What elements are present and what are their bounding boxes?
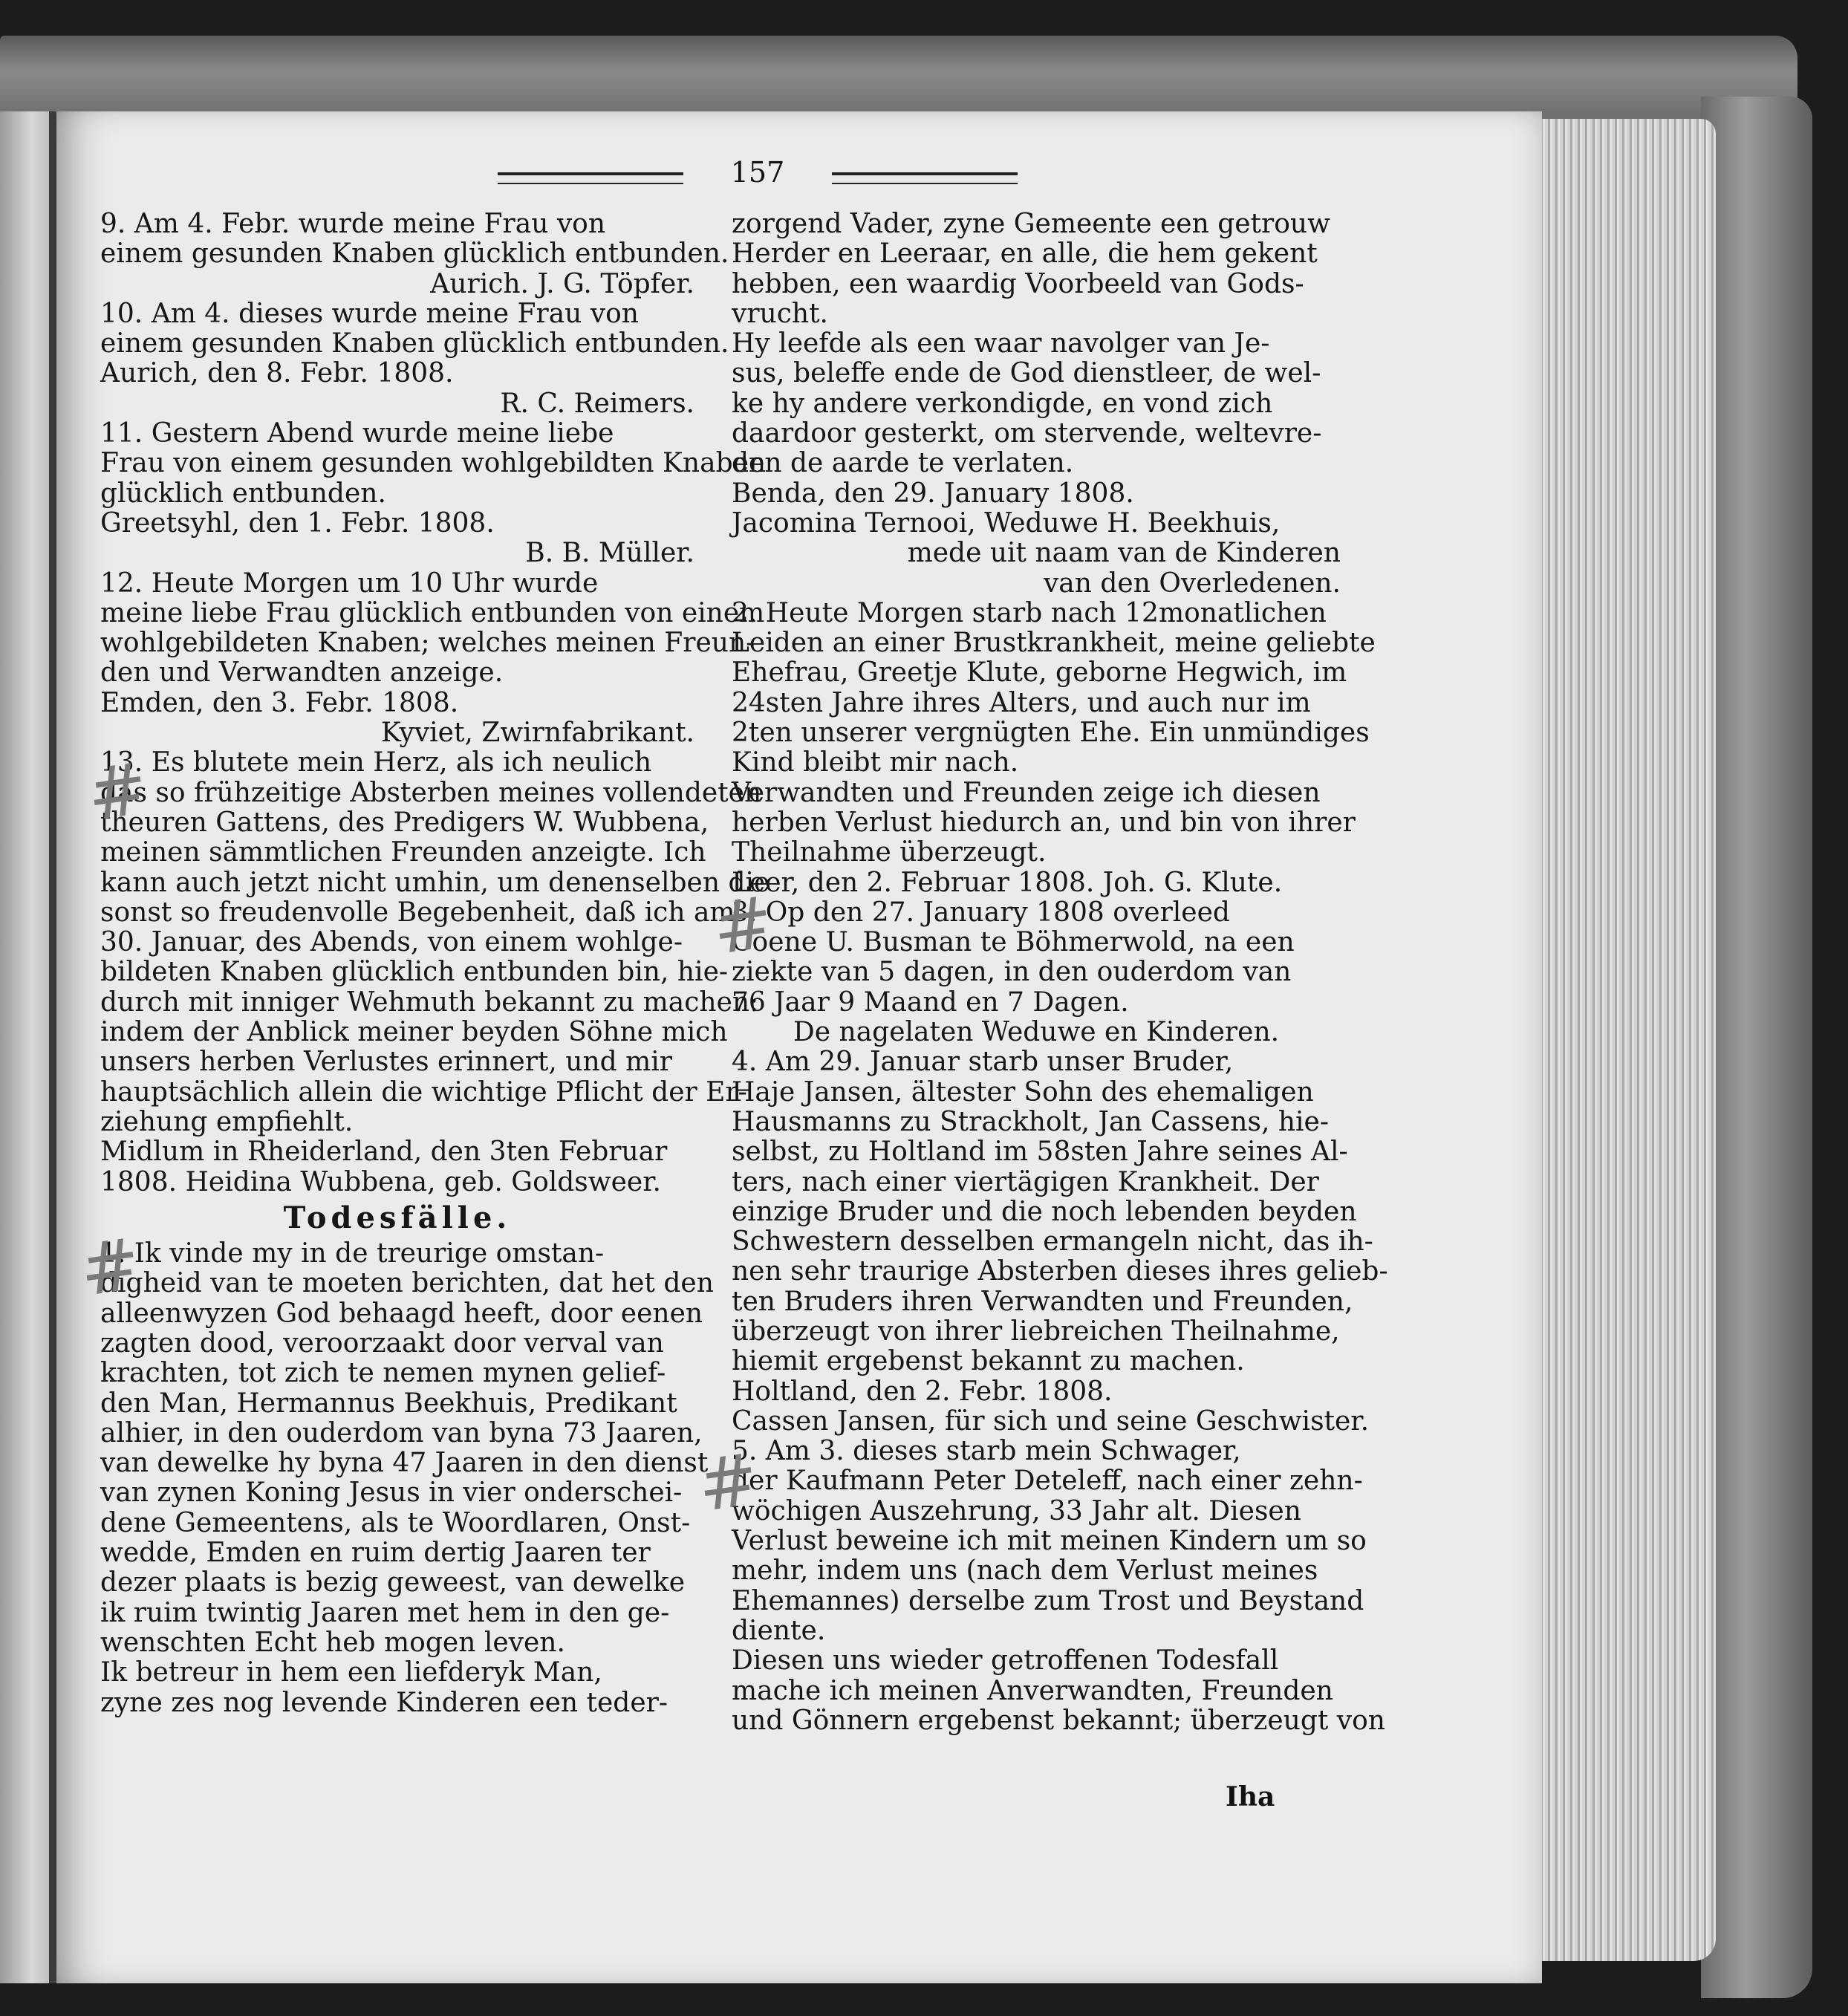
text-line: sus, beleffe ende de God dienstleer, de wel- bbox=[732, 358, 1321, 389]
page-number: 157 bbox=[730, 156, 785, 189]
text-line: der Kaufmann Peter Deteleff, nach einer zehn- bbox=[732, 1466, 1363, 1497]
text-line: Theilnahme überzeugt. bbox=[732, 837, 1047, 868]
text-line: wöchigen Auszehrung, 33 Jahr alt. Diesen bbox=[732, 1495, 1301, 1526]
text-line: den de aarde te verlaten. bbox=[732, 448, 1074, 479]
text-line: durch mit inniger Wehmuth bekannt zu machen: bbox=[100, 986, 759, 1018]
text-line: indem der Anblick meiner beyden Söhne mich bbox=[100, 1017, 728, 1048]
text-line: daardoor gesterkt, om stervende, weltevre- bbox=[732, 418, 1322, 449]
text-line: Coene U. Busman te Böhmerwold, na een bbox=[732, 927, 1295, 958]
text-line: Greetsyhl, den 1. Febr. 1808. bbox=[100, 507, 495, 539]
catchword: Iha bbox=[1226, 1781, 1275, 1812]
text-line: ten Bruders ihren Verwandten und Freunden, bbox=[732, 1286, 1353, 1317]
book-cover-right bbox=[1701, 97, 1812, 1998]
text-line: einem gesunden Knaben glücklich entbunden. bbox=[100, 328, 729, 360]
pencil-hash-mark: # bbox=[707, 879, 778, 972]
text-line: Kind bleibt mir nach. bbox=[732, 747, 1019, 778]
text-line: 2. Heute Morgen starb nach 12monatlichen bbox=[732, 597, 1327, 628]
text-line: Hy leefde als een waar navolger van Je- bbox=[732, 328, 1270, 360]
text-line: einzige Bruder und die noch lebenden beyden bbox=[732, 1196, 1357, 1227]
text-line: 4. Am 29. Januar starb unser Bruder, bbox=[732, 1047, 1234, 1078]
text-line: Hausmanns zu Strackholt, Jan Cassens, hie- bbox=[732, 1106, 1330, 1137]
text-line: Frau von einem gesunden wohlgebildten Knaben bbox=[100, 448, 767, 479]
text-line: glücklich entbunden. bbox=[100, 478, 386, 509]
text-line: B. B. Müller. bbox=[525, 538, 694, 569]
text-line: dene Gemeentens, als te Woordlaren, Onst- bbox=[100, 1507, 691, 1538]
text-line: 1808. Heidina Wubbena, geb. Goldsweer. bbox=[100, 1166, 661, 1197]
text-line: Holtland, den 2. Febr. 1808. bbox=[732, 1376, 1113, 1407]
text-line: Ehefrau, Greetje Klute, geborne Hegwich, im bbox=[732, 657, 1347, 689]
text-line: mehr, indem uns (nach dem Verlust meines bbox=[732, 1555, 1318, 1587]
text-line: Diesen uns wieder getroffenen Todesfall bbox=[732, 1645, 1279, 1677]
text-line: den und Verwandten anzeige. bbox=[100, 657, 504, 689]
text-line: ziehung empfiehlt. bbox=[100, 1106, 354, 1137]
text-line: Aurich, den 8. Febr. 1808. bbox=[100, 358, 454, 389]
text-line: Leiden an einer Brustkrankheit, meine geliebte bbox=[732, 628, 1376, 659]
text-line: 10. Am 4. dieses wurde meine Frau von bbox=[100, 298, 639, 329]
text-line: Ik betreur in hem een liefderyk Man, bbox=[100, 1657, 602, 1688]
text-line: theuren Gattens, des Predigers W. Wubbena, bbox=[100, 807, 709, 838]
text-line: nen sehr traurige Absterben dieses ihres gelieb- bbox=[732, 1256, 1388, 1287]
text-line: 3. Op den 27. January 1808 overleed bbox=[732, 897, 1230, 928]
text-line: überzeugt von ihrer liebreichen Theilnahme, bbox=[732, 1316, 1340, 1347]
text-line: Verlust beweine ich mit meinen Kindern um so bbox=[732, 1526, 1367, 1557]
text-line: vrucht. bbox=[732, 298, 828, 329]
text-line: van dewelke hy byna 47 Jaaren in den dienst bbox=[100, 1448, 709, 1479]
text-line: meine liebe Frau glücklich entbunden von einem bbox=[100, 597, 765, 628]
text-line: zorgend Vader, zyne Gemeente een getrouw bbox=[732, 209, 1330, 239]
text-line: einem gesunden Knaben glücklich entbunden. bbox=[100, 238, 729, 270]
text-line: Kyviet, Zwirnfabrikant. bbox=[380, 718, 694, 749]
text-line: meinen sämmtlichen Freunden anzeigte. Ich bbox=[100, 837, 706, 868]
right-text-column bbox=[732, 209, 1388, 1736]
text-line: 76 Jaar 9 Maand en 7 Dagen. bbox=[732, 986, 1129, 1018]
text-line: 24sten Jahre ihres Alters, und auch nur im bbox=[732, 687, 1311, 718]
text-line: zyne zes nog levende Kinderen een teder- bbox=[100, 1687, 668, 1718]
text-line: sonst so freudenvolle Begebenheit, daß ich am bbox=[100, 897, 735, 928]
text-line: Leer, den 2. Februar 1808. Joh. G. Klute. bbox=[732, 867, 1283, 898]
text-line: und Gönnern ergebenst bekannt; überzeugt von bbox=[732, 1705, 1385, 1736]
text-line: Verwandten und Freunden zeige ich diesen bbox=[732, 777, 1321, 808]
facing-page-edge bbox=[0, 111, 53, 1983]
text-line: 2ten unserer vergnügten Ehe. Ein unmündiges bbox=[732, 718, 1370, 749]
text-line: Aurich. J. G. Töpfer. bbox=[430, 268, 694, 299]
text-line: Cassen Jansen, für sich und seine Geschwister. bbox=[732, 1405, 1370, 1437]
page-header bbox=[498, 156, 1018, 193]
text-line: wenschten Echt heb mogen leven. bbox=[100, 1627, 565, 1658]
left-text-column bbox=[100, 209, 770, 1718]
pencil-hash-mark: # bbox=[82, 746, 153, 838]
text-line: ziekte van 5 dagen, in den ouderdom van bbox=[732, 957, 1292, 988]
text-line: kann auch jetzt nicht umhin, um denenselben die bbox=[100, 867, 770, 898]
text-line: diente. bbox=[732, 1615, 826, 1646]
text-line: krachten, tot zich te nemen mynen gelief- bbox=[100, 1358, 666, 1389]
text-line: das so frühzeitige Absterben meines vollendeten bbox=[100, 777, 762, 808]
text-line: ke hy andere verkondigde, en vond zich bbox=[732, 388, 1273, 419]
header-rule-left bbox=[498, 172, 683, 184]
text-line: dezer plaats is bezig geweest, van dewelke bbox=[100, 1567, 686, 1599]
text-line: Herder en Leeraar, en alle, die hem gekent bbox=[732, 238, 1318, 270]
text-line: R. C. Reimers. bbox=[500, 388, 694, 419]
text-line: herben Verlust hiedurch an, und bin von ihrer bbox=[732, 807, 1356, 838]
pencil-hash-mark: # bbox=[692, 1437, 764, 1529]
text-line: Jacomina Ternooi, Weduwe H. Beekhuis, bbox=[732, 507, 1281, 539]
text-line: ik ruim twintig Jaaren met hem in den ge- bbox=[100, 1597, 670, 1628]
text-line: De nagelaten Weduwe en Kinderen. bbox=[793, 1017, 1280, 1048]
text-line: van zynen Koning Jesus in vier onderschei- bbox=[100, 1477, 683, 1509]
pencil-hash-mark: # bbox=[74, 1221, 146, 1313]
text-line: ters, nach einer viertägigen Krankheit. Der bbox=[732, 1166, 1319, 1197]
text-line: mede uit naam van de Kinderen bbox=[907, 538, 1341, 569]
text-line: bildeten Knaben glücklich entbunden bin, hie- bbox=[100, 957, 729, 988]
text-line: hiemit ergebenst bekannt zu machen. bbox=[732, 1346, 1245, 1377]
text-line: van den Overledenen. bbox=[1043, 568, 1341, 599]
text-line: Ehemannes) derselbe zum Trost und Beystand bbox=[732, 1585, 1364, 1616]
text-line: Schwestern desselben ermangeln nicht, das ih- bbox=[732, 1226, 1373, 1258]
text-line: Haje Jansen, ältester Sohn des ehemaligen bbox=[732, 1076, 1314, 1108]
text-line: 30. Januar, des Abends, von einem wohlge- bbox=[100, 927, 683, 958]
text-line: Benda, den 29. January 1808. bbox=[732, 478, 1134, 509]
text-line: wedde, Emden en ruim dertig Jaaren ter bbox=[100, 1538, 651, 1569]
text-line: Emden, den 3. Febr. 1808. bbox=[100, 687, 459, 718]
text-line: 13. Es blutete mein Herz, als ich neulich bbox=[100, 747, 652, 778]
text-line: 9. Am 4. Febr. wurde meine Frau von bbox=[100, 209, 606, 239]
text-line: den Man, Hermannus Beekhuis, Predikant bbox=[100, 1388, 677, 1419]
section-heading: Todesfälle. bbox=[283, 1200, 512, 1235]
text-line: hauptsächlich allein die wichtige Pflicht der Er- bbox=[100, 1076, 747, 1108]
header-rule-right bbox=[832, 172, 1018, 184]
text-line: wohlgebildeten Knaben; welches meinen Freun- bbox=[100, 628, 755, 659]
text-line: alhier, in den ouderdom van byna 73 Jaaren, bbox=[100, 1417, 703, 1448]
text-line: 1. Ik vinde my in de treurige omstan- bbox=[100, 1238, 605, 1269]
text-line: Midlum in Rheiderland, den 3ten Februar bbox=[100, 1137, 668, 1168]
text-line: alleenwyzen God behaagd heeft, door eenen bbox=[100, 1298, 703, 1329]
text-line: unsers herben Verlustes erinnert, und mir bbox=[100, 1047, 673, 1078]
text-line: hebben, een waardig Voorbeeld van Gods- bbox=[732, 268, 1304, 299]
text-line: mache ich meinen Anverwandten, Freunden bbox=[732, 1675, 1333, 1706]
text-line: zagten dood, veroorzaakt door verval van bbox=[100, 1327, 664, 1359]
text-line: 12. Heute Morgen um 10 Uhr wurde bbox=[100, 568, 599, 599]
text-line: digheid van te moeten berichten, dat het den bbox=[100, 1268, 714, 1299]
text-line: 5. Am 3. dieses starb mein Schwager, bbox=[732, 1436, 1241, 1467]
text-line: selbst, zu Holtland im 58sten Jahre seines Al- bbox=[732, 1137, 1348, 1168]
text-line: 11. Gestern Abend wurde meine liebe bbox=[100, 418, 614, 449]
